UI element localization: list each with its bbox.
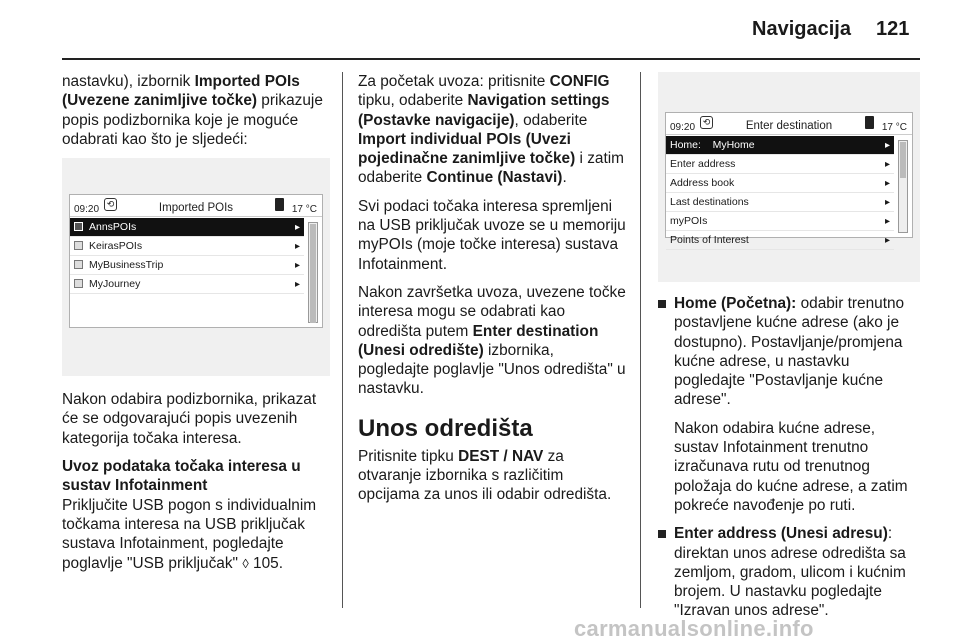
list-item[interactable]	[70, 256, 304, 275]
usb-paragraph	[62, 496, 330, 573]
folder-icon	[74, 260, 83, 269]
page-reference: 105.	[248, 554, 283, 572]
list-item[interactable]	[666, 212, 894, 231]
list-item-label: KeirasPOIs	[89, 240, 143, 253]
bullet-home	[658, 294, 920, 515]
list-item-label: Address book	[670, 177, 735, 189]
bullet-text	[674, 525, 906, 619]
infotainment-screen	[69, 194, 323, 328]
text-run: odabir trenutno postavljene kućne adrese (ako je dostupno). Postavljanje/promjena kućne adrese, u nastavku pogledajte "Postavljanje kućne adrese".	[674, 295, 905, 409]
screenshot-enter-destination	[658, 72, 920, 282]
memory-paragraph: Svi podaci točaka interesa spremljeni na USB priključak uvoze se u memoriju myPOIs (moje točke interesa) sustava Infotainment.	[358, 197, 626, 273]
bullet-square-icon	[658, 300, 666, 308]
screen-temperature: 17 °C	[881, 122, 907, 133]
chevron-right-icon: ▸	[884, 197, 890, 208]
screen-title: Enter destination	[745, 120, 833, 132]
watermark: carmanualsonline.info	[574, 616, 814, 641]
text-run: izbornika, pogledajte poglavlje "Unos odredišta" u nastavku.	[358, 341, 626, 398]
scrollbar[interactable]	[898, 140, 908, 233]
chevron-right-icon: ▸	[884, 140, 890, 151]
text-run: i zatim odaberite	[358, 150, 624, 187]
scrollbar-thumb[interactable]	[310, 224, 316, 323]
option-label-enter-address: Enter address (Unesi adresu)	[674, 525, 888, 543]
section-title: Unos odredišta	[358, 414, 533, 442]
menu-name-enter-destination: Enter destination (Unesi odredište)	[358, 322, 599, 359]
text-run: nastavku), izbornik	[62, 73, 195, 90]
list-item[interactable]	[666, 136, 894, 155]
list-item-label: Enter address	[670, 158, 736, 170]
option-list	[658, 294, 920, 621]
list-item-label: MyJourney	[89, 278, 141, 291]
chevron-right-icon: ▸	[884, 235, 890, 246]
list-item[interactable]	[70, 218, 304, 237]
running-header-title: Navigacija	[752, 18, 851, 40]
menu-name-continue: Continue (Nastavi)	[426, 169, 563, 187]
list-item[interactable]	[666, 155, 894, 174]
text-run: tipku, odaberite	[358, 92, 468, 110]
list-item-label: Home: MyHome	[670, 139, 755, 151]
text-run: : direktan unos adrese odredišta sa zemljom, gradom, ulicom i kućnim brojem. U nastavku pogledajte "Izravan unos adrese".	[674, 525, 906, 620]
list-item-label: Points of Interest	[670, 234, 749, 246]
subheading-import: Uvoz podataka točaka interesa u sustav Infotainment	[62, 458, 301, 495]
text-run: , odaberite	[514, 111, 588, 129]
list-item-label: MyBusinessTrip	[89, 259, 164, 272]
chevron-right-icon: ▸	[294, 241, 300, 253]
infotainment-screen	[665, 112, 913, 246]
menu-name-navigation-settings: Navigation settings (Postavke navigacije)	[358, 92, 610, 129]
list-item[interactable]	[70, 275, 304, 294]
chevron-right-icon: ▸	[884, 159, 890, 170]
after-import-paragraph	[358, 283, 626, 399]
screenshot-imported-pois	[62, 158, 330, 376]
list-item[interactable]	[70, 237, 304, 256]
poi-list	[70, 218, 304, 294]
text-run: prikazuje popis podizbornika koje je moguće odabrati kao što je sljedeći:	[62, 92, 323, 148]
list-item-label: Last destinations	[670, 196, 749, 208]
scrollbar[interactable]	[308, 222, 318, 323]
menu-name-imported-pois: Imported POIs (Uvezene zanimljive točke)	[62, 73, 300, 110]
text-run: za otvaranje izbornika s različitim opcijama za unos ili odabir odredišta.	[358, 447, 612, 504]
option-label-home: Home (Početna):	[674, 295, 797, 312]
menu-name-import-pois: Import individual POIs (Uvezi pojedinačne zanimljive točke)	[358, 130, 576, 168]
key-dest-nav: DEST / NAV	[458, 447, 544, 465]
folder-icon	[74, 241, 83, 250]
text-run: Pritisnite tipku	[358, 447, 459, 465]
list-item[interactable]	[666, 174, 894, 193]
text-run: Za početak uvoza: pritisnite	[358, 73, 550, 90]
screen-status-bar	[666, 113, 912, 135]
nav-mode-icon: ⟲	[104, 198, 117, 211]
column-3	[658, 72, 920, 630]
chevron-right-icon: ▸	[294, 260, 300, 272]
chevron-right-icon: ▸	[294, 222, 300, 234]
scrollbar-thumb[interactable]	[900, 142, 906, 178]
column-divider-1	[342, 72, 343, 608]
bullet-text	[674, 295, 904, 408]
dest-key-paragraph	[358, 447, 626, 505]
import-start-paragraph	[358, 72, 626, 188]
chevron-right-icon: ▸	[884, 216, 890, 227]
bullet-enter-address	[658, 524, 920, 620]
screen-clock: 09:20	[74, 204, 100, 216]
after-select-paragraph: Nakon odabira podizbornika, prikazat će se odgovarajući popis uvezenih kategorija točaka interesa.	[62, 391, 317, 447]
folder-icon	[74, 279, 83, 288]
screen-status-bar	[70, 195, 322, 217]
text-run: Priključite USB pogon s individualnim točkama interesa na USB priključak sustava Infotainment, pogledajte poglavlje "USB priključak"	[62, 496, 317, 572]
nav-mode-icon: ⟲	[700, 116, 713, 129]
page-number: 121	[876, 18, 910, 40]
screen-title: Imported POIs	[158, 202, 234, 215]
chevron-right-icon: ▸	[294, 279, 300, 291]
list-item[interactable]	[666, 231, 894, 250]
text-run: .	[562, 169, 567, 187]
destination-menu	[666, 136, 894, 250]
text-run: Nakon završetka uvoza, uvezene točke interesa mogu se odabrati kao odredišta putem	[358, 283, 626, 340]
bullet-square-icon	[658, 530, 666, 538]
list-item-label: AnnsPOIs	[89, 221, 137, 234]
key-config: CONFIG	[549, 73, 610, 90]
screen-clock: 09:20	[670, 122, 696, 133]
header-divider	[62, 58, 920, 60]
phone-icon	[865, 116, 874, 129]
phone-icon	[275, 198, 284, 211]
chevron-right-icon: ▸	[884, 178, 890, 189]
home-note: Nakon odabira kućne adrese, sustav Infotainment trenutno izračunava rutu od trenutnog položaja do kućne adrese, a zatim pokreće navođenje po ruti.	[674, 419, 908, 514]
page-reference-icon: ◊	[242, 555, 249, 571]
folder-icon	[74, 222, 83, 231]
list-item-label: myPOIs	[670, 215, 708, 227]
list-item[interactable]	[666, 193, 894, 212]
intro-paragraph	[62, 72, 330, 149]
column-1	[62, 72, 330, 582]
column-divider-2	[640, 72, 641, 608]
screen-temperature: 17 °C	[291, 204, 317, 216]
column-2	[358, 72, 626, 514]
